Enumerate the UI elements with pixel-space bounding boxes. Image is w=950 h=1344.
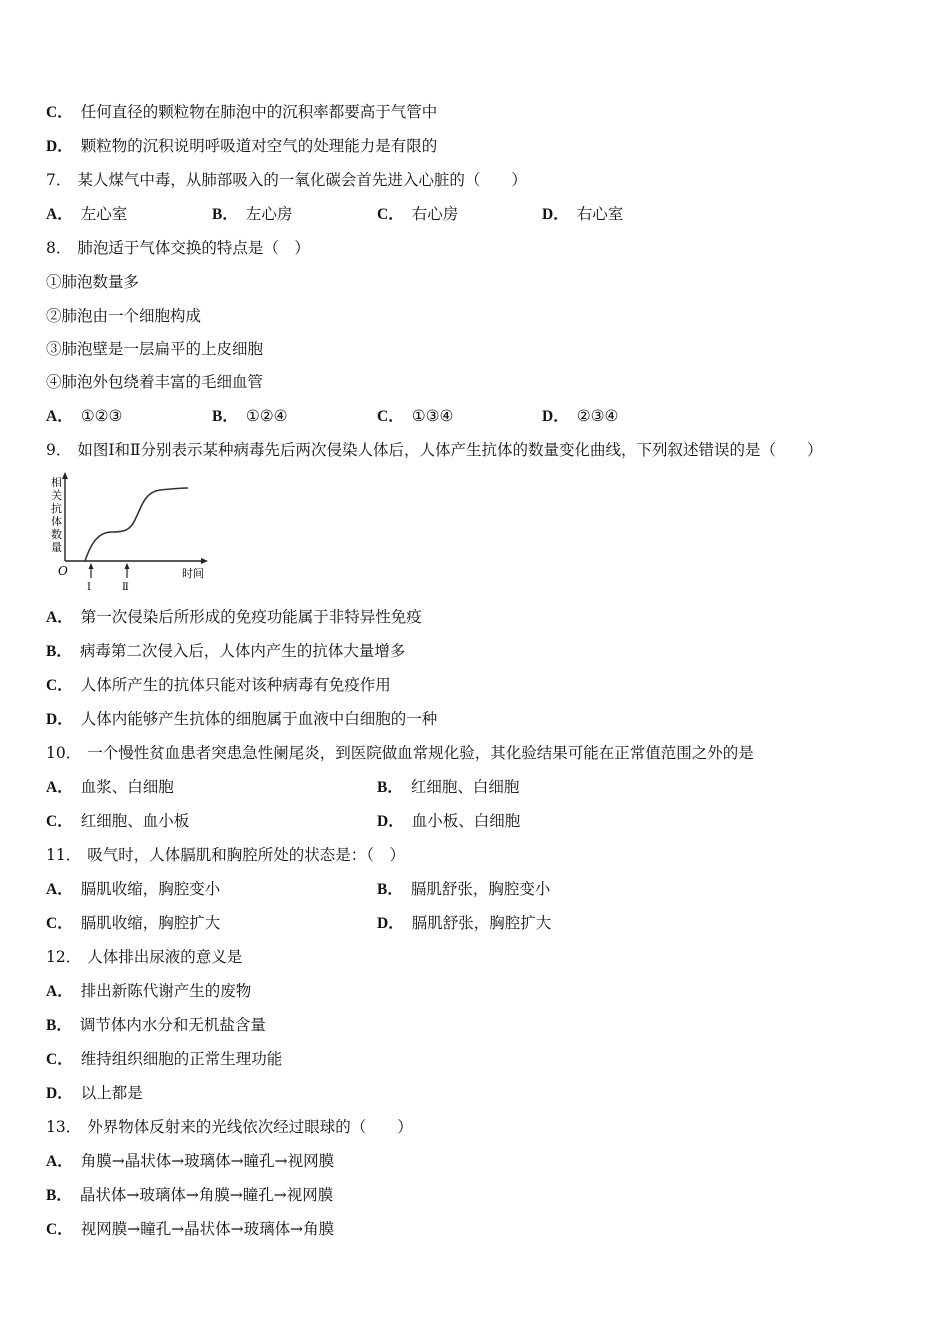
antibody-curve-figure xyxy=(40,470,220,600)
y-label-char: 抗 xyxy=(51,502,62,515)
option-letter: D． xyxy=(46,711,73,728)
option-text: 红细胞、血小板 xyxy=(80,812,190,830)
option-letter: B． xyxy=(46,1187,72,1204)
question-number: 12． xyxy=(46,948,82,966)
option-letter: A． xyxy=(46,408,73,425)
q12-option-d xyxy=(46,1083,143,1104)
option-letter: D． xyxy=(46,138,73,155)
q11-option-a xyxy=(46,879,220,900)
question-number: 13． xyxy=(46,1118,82,1136)
y-label-char: 相 xyxy=(51,476,62,489)
x-axis-arrow xyxy=(201,558,208,564)
q11-option-d xyxy=(377,913,551,934)
question-stem: 外界物体反射来的光线依次经过眼球的（ ） xyxy=(87,1118,413,1136)
question-stem: 一个慢性贫血患者突患急性阑尾炎，到医院做血常规化验，其化验结果可能在正常值范围之外的是 xyxy=(87,744,754,762)
option-text: 维持组织细胞的正常生理功能 xyxy=(80,1050,283,1068)
q11-stem xyxy=(46,845,405,865)
option-text: 视网膜→瞳孔→晶状体→玻璃体→角膜 xyxy=(80,1220,335,1238)
antibody-curve xyxy=(85,488,188,561)
option-text: ①②④ xyxy=(245,407,288,425)
option-letter: D． xyxy=(377,915,404,932)
question-number: 9． xyxy=(46,441,72,459)
option-text: 第一次侵染后所形成的免疫功能属于非特异性免疫 xyxy=(80,608,422,626)
option-text: ①③④ xyxy=(411,407,454,425)
q9-option-d xyxy=(46,709,437,730)
y-axis-arrow xyxy=(62,472,68,479)
q10-option-d xyxy=(377,811,520,832)
q8-option-c xyxy=(377,406,453,427)
q9-option-a xyxy=(46,607,422,628)
question-number: 8． xyxy=(46,239,72,257)
marker-2-label: Ⅱ xyxy=(122,582,129,593)
option-letter: B． xyxy=(212,206,238,223)
question-number: 7． xyxy=(46,171,72,189)
option-text: 以上都是 xyxy=(80,1084,143,1102)
option-text: 病毒第二次侵入后，人体内产生的抗体大量增多 xyxy=(79,642,406,660)
option-letter: B． xyxy=(212,408,238,425)
question-stem: 如图Ⅰ和Ⅱ分别表示某种病毒先后两次侵染人体后，人体产生抗体的数量变化曲线，下列叙述错误的是（ ） xyxy=(77,441,823,459)
q13-option-b xyxy=(46,1185,333,1206)
q6-option-d xyxy=(46,136,437,157)
q8-option-b xyxy=(212,406,288,427)
option-text: 任何直径的颗粒物在肺泡中的沉积率都要高于气管中 xyxy=(80,103,438,121)
option-letter: C． xyxy=(46,104,73,121)
option-letter: B． xyxy=(377,881,403,898)
q12-stem xyxy=(46,947,242,967)
q12-option-b xyxy=(46,1015,266,1036)
option-text: 右心室 xyxy=(576,205,624,223)
option-letter: C． xyxy=(46,915,73,932)
q7-option-b xyxy=(212,204,292,225)
q8-statement-2: ②肺泡由一个细胞构成 xyxy=(46,307,202,325)
q8-option-d xyxy=(542,406,618,427)
option-letter: B． xyxy=(46,643,72,660)
origin-label: O xyxy=(58,564,68,578)
option-letter: C． xyxy=(46,677,73,694)
option-letter: A． xyxy=(46,206,73,223)
q9-option-b xyxy=(46,641,405,662)
option-letter: D． xyxy=(46,1085,73,1102)
q7-option-a xyxy=(46,204,127,225)
y-label-char: 数 xyxy=(51,528,62,541)
q7-option-d xyxy=(542,204,623,225)
option-text: 膈肌舒张，胸腔变小 xyxy=(410,880,551,898)
option-text: 血小板、白细胞 xyxy=(411,812,521,830)
q8-statement-4: ④肺泡外包绕着丰富的毛细血管 xyxy=(46,373,264,391)
option-text: 膈肌收缩，胸腔扩大 xyxy=(80,914,221,932)
option-letter: A． xyxy=(46,983,73,1000)
q7-option-c xyxy=(377,204,458,225)
option-text: 左心室 xyxy=(80,205,128,223)
q8-option-a xyxy=(46,406,122,427)
option-text: 血浆、白细胞 xyxy=(80,778,174,796)
q8-statement-3: ③肺泡壁是一层扁平的上皮细胞 xyxy=(46,340,264,358)
q9-stem xyxy=(46,440,823,460)
option-text: 膈肌舒张，胸腔扩大 xyxy=(411,914,552,932)
option-text: 排出新陈代谢产生的废物 xyxy=(80,982,252,1000)
question-stem: 吸气时，人体膈肌和胸腔所处的状态是：（ ） xyxy=(87,846,405,864)
marker-2-arrowhead xyxy=(125,563,130,569)
question-stem: 肺泡适于气体交换的特点是（ ） xyxy=(77,239,310,257)
option-text: 右心房 xyxy=(411,205,459,223)
option-letter: D． xyxy=(542,206,569,223)
option-text: 晶状体→玻璃体→角膜→瞳孔→视网膜 xyxy=(79,1186,334,1204)
q12-option-c xyxy=(46,1049,282,1070)
option-letter: A． xyxy=(46,1153,73,1170)
marker-1-label: Ⅰ xyxy=(87,582,91,593)
option-letter: A． xyxy=(46,881,73,898)
q8-statement-1: ①肺泡数量多 xyxy=(46,273,140,291)
q13-option-c xyxy=(46,1219,334,1240)
marker-1-arrowhead xyxy=(89,563,94,569)
question-number: 11． xyxy=(46,846,82,864)
q13-option-a xyxy=(46,1151,334,1172)
q10-option-a xyxy=(46,777,174,798)
option-text: 红细胞、白细胞 xyxy=(410,778,520,796)
option-text: 膈肌收缩，胸腔变小 xyxy=(80,880,221,898)
option-letter: C． xyxy=(377,206,404,223)
option-text: ①②③ xyxy=(80,407,123,425)
option-text: 颗粒物的沉积说明呼吸道对空气的处理能力是有限的 xyxy=(80,137,438,155)
option-text: 人体所产生的抗体只能对该种病毒有免疫作用 xyxy=(80,676,391,694)
y-label-char: 关 xyxy=(51,489,62,502)
option-letter: A． xyxy=(46,609,73,626)
q8-stem xyxy=(46,238,310,258)
q10-option-c xyxy=(46,811,189,832)
option-letter: D． xyxy=(542,408,569,425)
y-label-char: 体 xyxy=(51,515,62,528)
option-text: 左心房 xyxy=(245,205,293,223)
option-letter: C． xyxy=(46,813,73,830)
option-letter: A． xyxy=(46,779,73,796)
question-number: 10． xyxy=(46,744,82,762)
question-stem: 某人煤气中毒，从肺部吸入的一氧化碳会首先进入心脏的（ ） xyxy=(77,171,527,189)
option-letter: D． xyxy=(377,813,404,830)
option-text: 人体内能够产生抗体的细胞属于血液中白细胞的一种 xyxy=(80,710,438,728)
q13-stem xyxy=(46,1117,413,1137)
question-stem: 人体排出尿液的意义是 xyxy=(87,948,243,966)
y-label-char: 量 xyxy=(51,541,62,554)
q7-stem xyxy=(46,170,527,190)
option-text: 角膜→晶状体→玻璃体→瞳孔→视网膜 xyxy=(80,1152,335,1170)
option-letter: C． xyxy=(46,1221,73,1238)
q10-option-b xyxy=(377,777,519,798)
q11-option-c xyxy=(46,913,220,934)
q12-option-a xyxy=(46,981,251,1002)
option-text: 调节体内水分和无机盐含量 xyxy=(79,1016,266,1034)
q9-option-c xyxy=(46,675,391,696)
q10-stem xyxy=(46,743,754,763)
q6-option-c xyxy=(46,102,437,123)
option-letter: B． xyxy=(377,779,403,796)
option-letter: B． xyxy=(46,1017,72,1034)
x-axis-label: 时间 xyxy=(182,567,204,580)
option-letter: C． xyxy=(46,1051,73,1068)
q11-option-b xyxy=(377,879,550,900)
option-letter: C． xyxy=(377,408,404,425)
option-text: ②③④ xyxy=(576,407,619,425)
